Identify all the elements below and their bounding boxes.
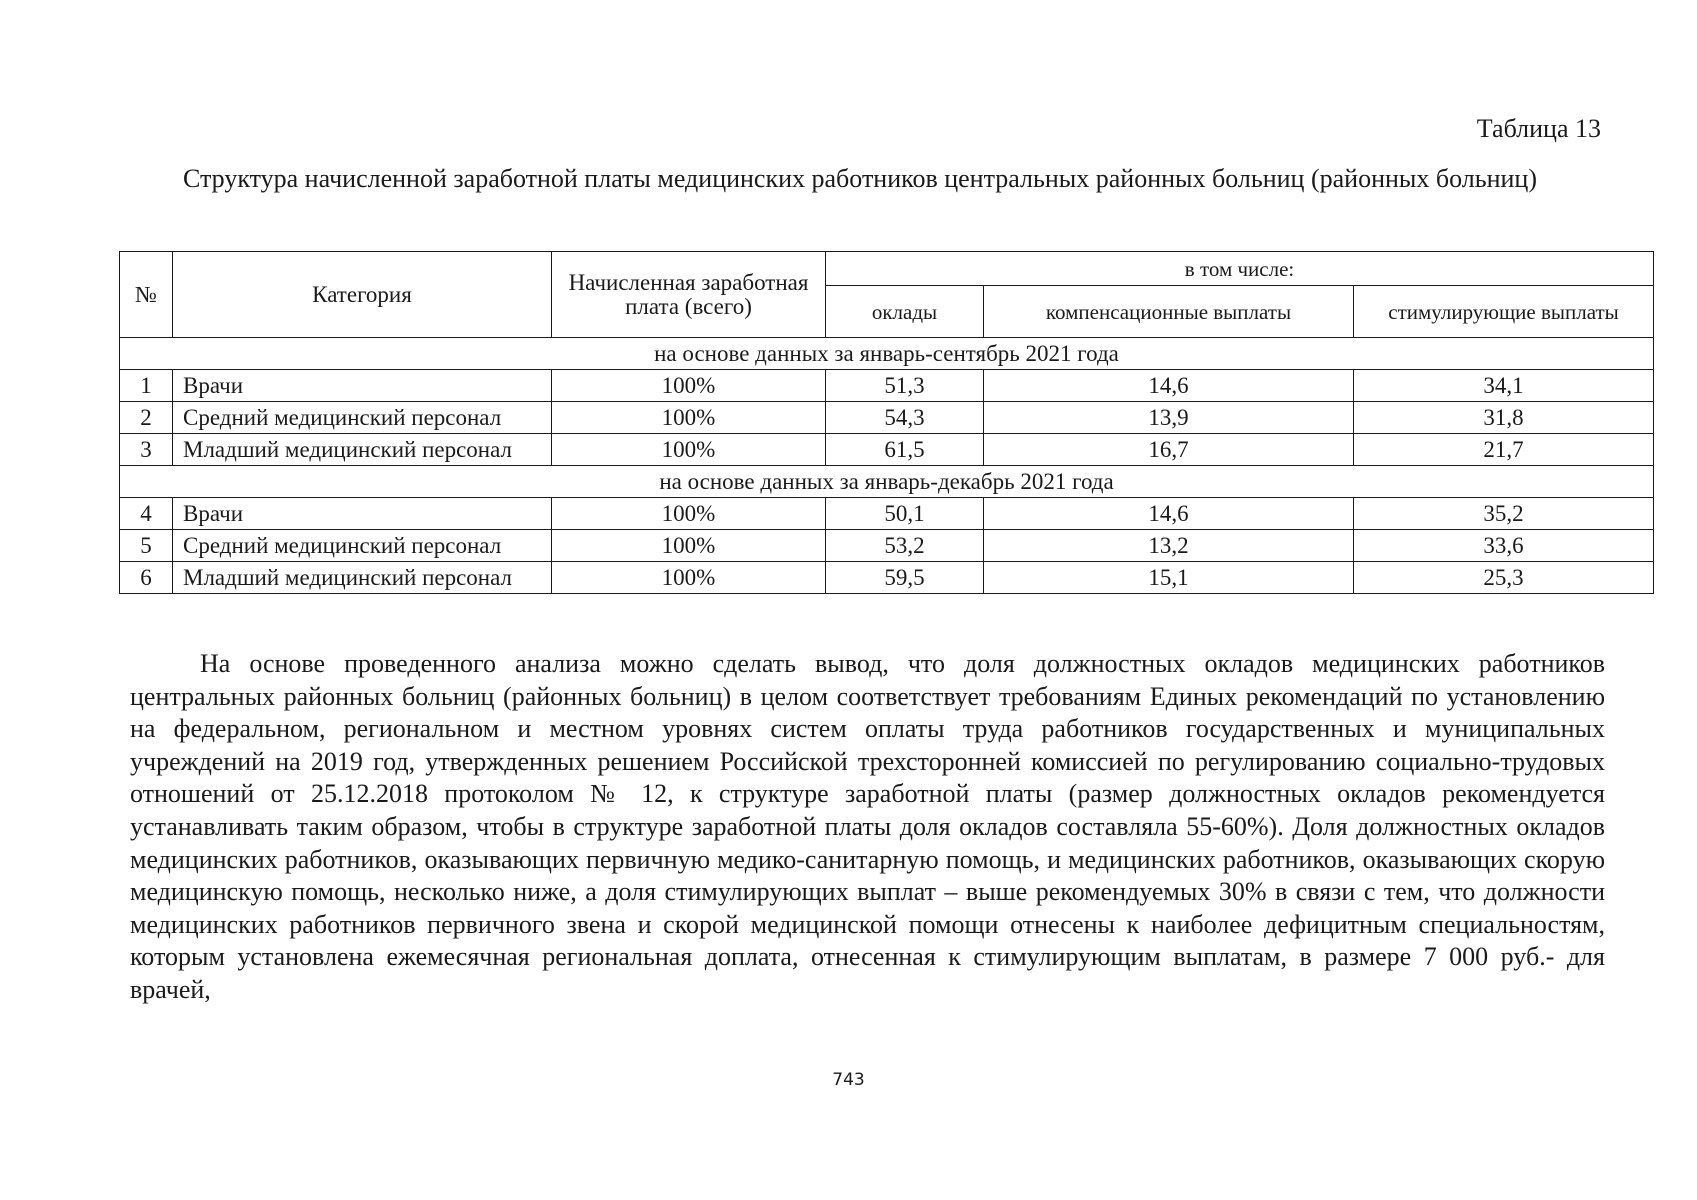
row-compensation: 13,9	[984, 402, 1354, 434]
row-salaries: 51,3	[826, 370, 984, 402]
row-no: 4	[120, 498, 173, 530]
row-category: Младший медицинский персонал	[173, 434, 552, 466]
row-no: 2	[120, 402, 173, 434]
row-category: Врачи	[173, 370, 552, 402]
row-compensation: 14,6	[984, 370, 1354, 402]
table-row	[120, 530, 1654, 562]
header-total: Начисленная заработная плата (всего)	[552, 252, 826, 338]
row-incentive: 34,1	[1354, 370, 1654, 402]
header-including: в том числе:	[826, 252, 1654, 286]
row-compensation: 14,6	[984, 498, 1354, 530]
header-incentive: стимулирующие выплаты	[1354, 286, 1654, 338]
header-compensation: компенсационные выплаты	[984, 286, 1354, 338]
header-no: №	[120, 252, 173, 338]
row-no: 3	[120, 434, 173, 466]
header-category: Категория	[173, 252, 552, 338]
row-total: 100%	[552, 370, 826, 402]
row-compensation: 15,1	[984, 562, 1354, 594]
row-category: Младший медицинский персонал	[173, 562, 552, 594]
row-total: 100%	[552, 434, 826, 466]
row-category: Средний медицинский персонал	[173, 402, 552, 434]
section-header: на основе данных за январь-сентябрь 2021 года	[120, 338, 1654, 370]
row-total: 100%	[552, 498, 826, 530]
row-no: 6	[120, 562, 173, 594]
header-salaries: оклады	[826, 286, 984, 338]
section-header: на основе данных за январь-декабрь 2021 года	[120, 466, 1654, 498]
page-number: 743	[832, 1070, 865, 1090]
table-number: Таблица 13	[1476, 114, 1601, 143]
row-compensation: 16,7	[984, 434, 1354, 466]
row-incentive: 31,8	[1354, 402, 1654, 434]
row-incentive: 21,7	[1354, 434, 1654, 466]
row-salaries: 50,1	[826, 498, 984, 530]
row-compensation: 13,2	[984, 530, 1354, 562]
row-total: 100%	[552, 402, 826, 434]
row-salaries: 54,3	[826, 402, 984, 434]
row-incentive: 33,6	[1354, 530, 1654, 562]
table-row	[120, 370, 1654, 402]
row-salaries: 61,5	[826, 434, 984, 466]
row-incentive: 35,2	[1354, 498, 1654, 530]
row-salaries: 53,2	[826, 530, 984, 562]
table-row	[120, 434, 1654, 466]
row-category: Средний медицинский персонал	[173, 530, 552, 562]
table-title: Структура начисленной заработной платы медицинских работников центральных районных больниц (районных больниц)	[183, 164, 1537, 193]
body-paragraph: На основе проведенного анализа можно сделать вывод, что доля должностных окладов медицинских работников центральных районных больниц (районных больниц) в целом соответствует требованиям Единых рекомендаций по установлению на федеральном, региональном и местном уровнях систем оплаты труда работников государственных и муниципальных учреждений на 2019 год, утвержденных решением Российской трехсторонней комиссией по регулированию социально-трудовых отношений от 25.12.2018 протоколом № 12, к структуре заработной платы (размер должностных окладов рекомендуется устанавливать таким образом, чтобы в структуре заработной платы доля окладов составляла 55-60%). Доля должностных окладов медицинских работников, оказывающих первичную медико-санитарную помощь, и медицинских работников, оказывающих скорую медицинскую помощь, несколько ниже, а доля стимулирующих выплат – выше рекомендуемых 30% в связи с тем, что должности медицинских работников первичного звена и скорой медицинской помощи отнесены к наиболее дефицитным специальностям, которым установлена ежемесячная региональная доплата, отнесенная к стимулирующим выплатам, в размере 7 000 руб.- для врачей,	[130, 649, 1605, 1004]
row-no: 5	[120, 530, 173, 562]
row-category: Врачи	[173, 498, 552, 530]
row-no: 1	[120, 370, 173, 402]
row-salaries: 59,5	[826, 562, 984, 594]
row-total: 100%	[552, 530, 826, 562]
salary-structure-table	[119, 251, 1654, 594]
table-row	[120, 402, 1654, 434]
table-row	[120, 562, 1654, 594]
table-row	[120, 498, 1654, 530]
row-total: 100%	[552, 562, 826, 594]
row-incentive: 25,3	[1354, 562, 1654, 594]
